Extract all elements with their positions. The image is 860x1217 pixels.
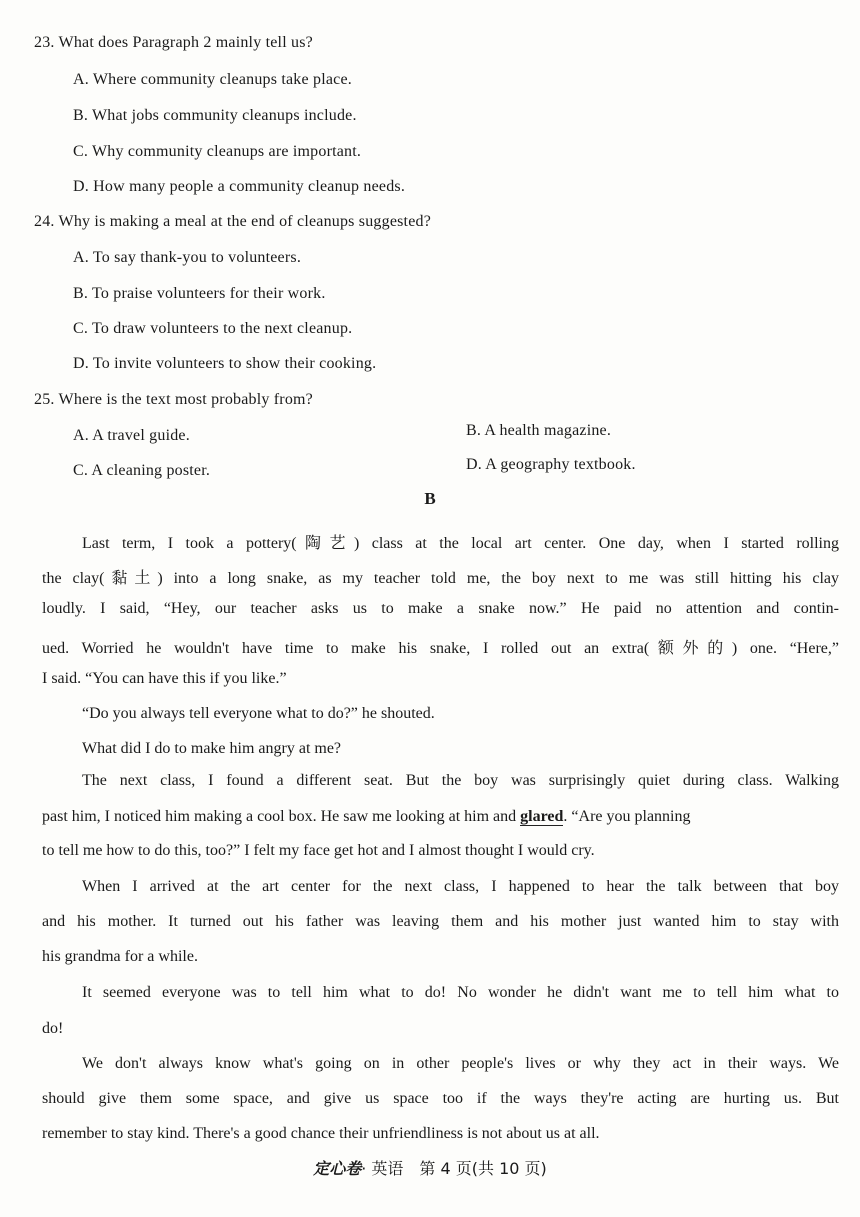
question-23-option-c[interactable]: C. Why community cleanups are important.	[73, 143, 362, 160]
footer-brand: 定心卷	[313, 1159, 362, 1178]
passage-line: remember to stay kind. There's a good chance their unfriendliness is not about us at all.	[42, 1125, 600, 1142]
question-25-option-b[interactable]: B. A health magazine.	[466, 422, 612, 439]
passage-line: We don't always know what's going on in other people's lives or why they act in their ways. We	[82, 1055, 839, 1072]
passage-line: When I arrived at the art center for the next class, I happened to hear the talk between that boy	[82, 878, 839, 895]
question-23-option-b[interactable]: B. What jobs community cleanups include.	[73, 107, 357, 124]
footer-page-info: · 英语 第 4 页(共 10 页)	[361, 1159, 547, 1178]
question-24-option-b[interactable]: B. To praise volunteers for their work.	[73, 285, 326, 302]
question-25-option-d[interactable]: D. A geography textbook.	[466, 456, 636, 473]
passage-line: The next class, I found a different seat. But the boy was surprisingly quiet during class. Walking	[82, 772, 839, 789]
question-24-option-c[interactable]: C. To draw volunteers to the next cleanup.	[73, 320, 353, 337]
question-24-option-d[interactable]: D. To invite volunteers to show their cooking.	[73, 355, 377, 372]
passage-line: do!	[42, 1020, 64, 1037]
passage-line: the clay(黏土) into a long snake, as my teacher told me, the boy next to me was still hitting his clay	[42, 570, 839, 587]
passage-line: ued. Worried he wouldn't have time to make his snake, I rolled out an extra(额外的) one. “Here,”	[42, 640, 839, 657]
passage-line: loudly. I said, “Hey, our teacher asks us to make a snake now.” He paid no attention and contin-	[42, 600, 839, 617]
passage-line: I said. “You can have this if you like.”	[42, 670, 287, 687]
question-24-stem: 24. Why is making a meal at the end of cleanups suggested?	[34, 213, 431, 230]
question-24-option-a[interactable]: A. To say thank-you to volunteers.	[73, 249, 302, 266]
passage-line: “Do you always tell everyone what to do?” he shouted.	[82, 705, 435, 722]
passage-line: should give them some space, and give us space too if the ways they're acting are hurting us. But	[42, 1090, 839, 1107]
question-23-stem: 23. What does Paragraph 2 mainly tell us?	[34, 34, 313, 51]
passage-line: to tell me how to do this, too?” I felt my face get hot and I almost thought I would cry.	[42, 842, 595, 859]
passage-line: What did I do to make him angry at me?	[82, 740, 342, 757]
page-footer	[0, 1156, 860, 1179]
question-23-option-a[interactable]: A. Where community cleanups take place.	[73, 71, 352, 88]
passage-line: his grandma for a while.	[42, 948, 198, 965]
question-23-option-d[interactable]: D. How many people a community cleanup needs.	[73, 178, 406, 195]
question-25-stem: 25. Where is the text most probably from?	[34, 391, 313, 408]
question-25-option-a[interactable]: A. A travel guide.	[73, 427, 190, 444]
passage-line: and his mother. It turned out his father was leaving them and his mother just wanted him to stay with	[42, 913, 839, 930]
highlighted-word-glared: glared	[520, 808, 564, 825]
question-25-option-c[interactable]: C. A cleaning poster.	[73, 462, 211, 479]
passage-line: It seemed everyone was to tell him what to do! No wonder he didn't want me to tell him what to	[82, 984, 839, 1001]
section-b-title: B	[424, 489, 436, 508]
passage-line: past him, I noticed him making a cool box. He saw me looking at him and glared. “Are you planning	[42, 808, 691, 825]
passage-line: Last term, I took a pottery(陶艺) class at the local art center. One day, when I started rolling	[82, 535, 839, 552]
cut-off-text-line	[30, 0, 330, 9]
